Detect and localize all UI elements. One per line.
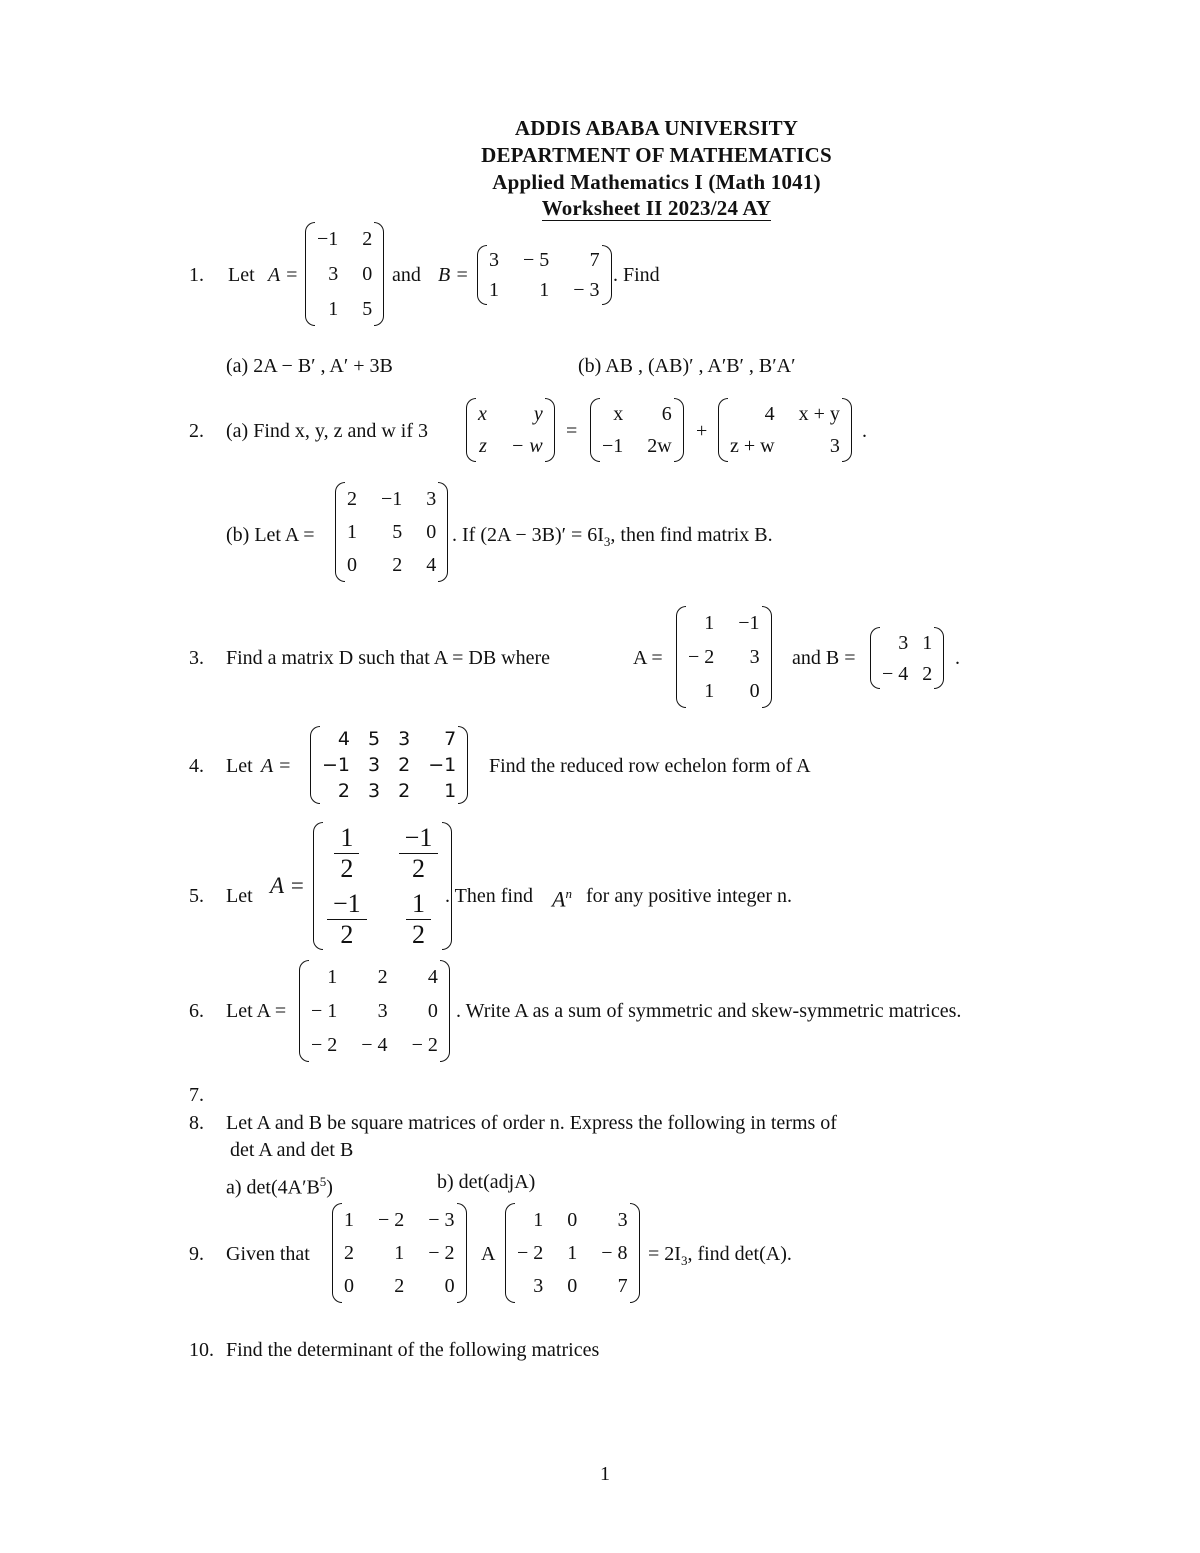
matrix-cell: 1 bbox=[704, 680, 715, 702]
q1-b-eq: B = bbox=[438, 264, 469, 286]
q5-then: . Then find bbox=[445, 885, 533, 907]
q3-matrix-b bbox=[870, 627, 944, 689]
q1-matrix-b bbox=[477, 245, 612, 305]
q8-part-a-end: ) bbox=[326, 1176, 333, 1199]
matrix-cell: 7 bbox=[444, 727, 457, 750]
q2-b-condition-text: . If (2A − 3B)′ = 6I bbox=[452, 524, 604, 546]
q3-dot: . bbox=[955, 647, 960, 669]
q4-text: Find the reduced row echelon form of A bbox=[489, 755, 811, 777]
matrix-cell: 3 bbox=[377, 1000, 388, 1022]
matrix-cell: y bbox=[533, 403, 543, 425]
matrix-cell: 1 bbox=[328, 297, 339, 320]
matrix-cell: 5 bbox=[362, 297, 373, 320]
matrix-cell: x bbox=[613, 403, 624, 425]
q4-a-eq: A = bbox=[261, 755, 292, 777]
matrix-cell: 3 bbox=[829, 435, 840, 457]
matrix-cell: x + y bbox=[798, 403, 840, 425]
q5-frac-21-num: −1 bbox=[327, 891, 367, 920]
q8-part-a-sup: 5 bbox=[319, 1174, 327, 1189]
matrix-cell: 0 bbox=[344, 1275, 354, 1298]
matrix-cell: 0 bbox=[426, 520, 437, 543]
matrix-cell: 2 bbox=[347, 487, 357, 510]
q2-equals: = bbox=[566, 420, 578, 442]
q9-number: 9. bbox=[189, 1243, 204, 1265]
q8-text2: det A and det B bbox=[230, 1139, 354, 1161]
page-number: 1 bbox=[600, 1463, 610, 1485]
matrix-cell: 1 bbox=[327, 966, 338, 988]
q2-dot: . bbox=[862, 420, 867, 442]
matrix-cell: 3 bbox=[489, 249, 499, 271]
q2-b-condition bbox=[452, 523, 773, 554]
q2-number: 2. bbox=[189, 420, 204, 442]
matrix-cell: 3 bbox=[368, 753, 381, 776]
matrix-cell: −1 bbox=[602, 435, 624, 457]
q8-part-b: b) det(adjA) bbox=[437, 1171, 536, 1193]
matrix-cell: −1 bbox=[317, 228, 339, 251]
matrix-cell: 3 bbox=[533, 1275, 544, 1298]
matrix-cell: 3 bbox=[749, 646, 760, 668]
matrix-cell: 2 bbox=[337, 779, 351, 802]
matrix-cell: − 2 bbox=[428, 1241, 455, 1264]
q9-text: Given that bbox=[226, 1243, 310, 1265]
q1-matrix-a bbox=[305, 222, 384, 326]
q9-matrix-1 bbox=[332, 1203, 467, 1303]
matrix-cell: z bbox=[479, 435, 487, 457]
matrix-cell: 1 bbox=[344, 1208, 354, 1231]
q2-matrix-a bbox=[335, 482, 448, 582]
matrix-cell: − 5 bbox=[523, 249, 550, 271]
matrix-cell: 7 bbox=[589, 249, 600, 271]
matrix-cell: 0 bbox=[362, 262, 373, 285]
matrix-cell: 1 bbox=[539, 279, 550, 301]
matrix-cell: − 2 bbox=[411, 1034, 438, 1056]
matrix-cell: − 2 bbox=[311, 1034, 338, 1056]
matrix-cell: − 2 bbox=[688, 646, 715, 668]
matrix-cell: 1 bbox=[347, 520, 357, 543]
q5-frac-11-den: 2 bbox=[340, 853, 354, 883]
q6-let: Let A = bbox=[226, 1000, 287, 1022]
matrix-cell: 3 bbox=[328, 262, 339, 285]
q8-part-a bbox=[226, 1170, 333, 1200]
matrix-cell: 7 bbox=[617, 1275, 628, 1298]
q2-matrix-2 bbox=[590, 398, 684, 462]
matrix-cell: 6 bbox=[661, 403, 672, 425]
matrix-cell: 1 bbox=[567, 1241, 578, 1264]
q1-find: . Find bbox=[613, 264, 660, 286]
matrix-cell: 2 bbox=[922, 662, 933, 685]
matrix-cell: z + w bbox=[730, 435, 775, 457]
q4-let: Let bbox=[226, 755, 253, 777]
q3-number: 3. bbox=[189, 647, 204, 669]
q3-and-b: and B = bbox=[792, 647, 856, 669]
matrix-cell: 1 bbox=[922, 631, 933, 654]
q5-frac-11 bbox=[334, 822, 359, 883]
matrix-cell: 3 bbox=[368, 779, 381, 802]
matrix-cell: 2 bbox=[398, 779, 411, 802]
matrix-cell: 5 bbox=[392, 520, 403, 543]
q6-text: . Write A as a sum of symmetric and skew-symmetric matrices. bbox=[456, 1000, 962, 1022]
q5-a-eq: A = bbox=[270, 873, 305, 898]
matrix-cell: −1 bbox=[381, 487, 403, 510]
matrix-cell: x bbox=[478, 403, 487, 425]
q10-number: 10. bbox=[189, 1339, 214, 1361]
q6-matrix-a bbox=[299, 960, 450, 1062]
q1-and: and bbox=[392, 264, 421, 286]
matrix-cell: −1 bbox=[428, 753, 457, 776]
matrix-cell: − 1 bbox=[311, 1000, 338, 1022]
q3-matrix-a bbox=[676, 606, 772, 708]
worksheet-title bbox=[0, 196, 1200, 221]
q2-plus: + bbox=[696, 420, 708, 442]
q5-frac-21 bbox=[327, 888, 367, 949]
matrix-cell: 2 bbox=[394, 1275, 405, 1298]
matrix-cell: − 4 bbox=[361, 1034, 388, 1056]
matrix-cell: 0 bbox=[427, 1000, 438, 1022]
q1-a-eq: A = bbox=[268, 264, 299, 286]
q7-number: 7. bbox=[189, 1084, 204, 1106]
q2-b-text: (b) Let A = bbox=[226, 524, 315, 546]
q9-equals bbox=[648, 1242, 792, 1273]
matrix-cell: 0 bbox=[567, 1208, 578, 1231]
matrix-cell: 5 bbox=[368, 727, 381, 750]
q5-rest: for any positive integer n. bbox=[586, 885, 793, 907]
q1-part-b: (b) AB , (AB)′ , A′B′ , B′A′ bbox=[578, 355, 796, 377]
matrix-cell: 0 bbox=[444, 1275, 455, 1298]
matrix-cell: 2 bbox=[362, 228, 373, 251]
university-title: ADDIS ABABA UNIVERSITY bbox=[514, 116, 799, 140]
matrix-cell: −1 bbox=[738, 612, 760, 634]
q5-an-sup: n bbox=[565, 886, 572, 901]
matrix-cell: 2 bbox=[398, 753, 411, 776]
q1-number: 1. bbox=[189, 264, 204, 286]
matrix-cell: 1 bbox=[444, 779, 457, 802]
q2-b-subscript: 3 bbox=[603, 534, 611, 549]
q5-an bbox=[552, 882, 572, 911]
matrix-cell: 3 bbox=[398, 727, 411, 750]
matrix-cell: 1 bbox=[533, 1208, 544, 1231]
q5-frac-12-den: 2 bbox=[412, 853, 425, 883]
q4-matrix-a bbox=[310, 726, 468, 804]
matrix-cell: 0 bbox=[749, 680, 760, 702]
q1-part-a: (a) 2A − B′ , A′ + 3B bbox=[226, 355, 393, 377]
matrix-cell: 4 bbox=[426, 554, 437, 577]
q2-matrix-3 bbox=[718, 398, 852, 462]
matrix-cell: 4 bbox=[764, 403, 775, 425]
q2-matrix-1 bbox=[466, 398, 555, 462]
worksheet-label: Worksheet II 2023/24 AY bbox=[541, 196, 772, 220]
q5-frac-12 bbox=[399, 822, 439, 883]
q5-let: Let bbox=[226, 885, 253, 907]
matrix-cell: − 4 bbox=[882, 662, 909, 685]
q3-a-eq: A = bbox=[633, 647, 663, 669]
q5-frac-12-num: −1 bbox=[399, 825, 439, 854]
q2-b-end: , then find matrix B. bbox=[610, 524, 773, 546]
matrix-cell: 2 bbox=[392, 554, 403, 577]
q5-frac-22-den: 2 bbox=[412, 919, 425, 949]
matrix-cell: 0 bbox=[347, 554, 357, 577]
matrix-cell: − 3 bbox=[428, 1208, 455, 1231]
matrix-cell: 1 bbox=[489, 279, 499, 301]
q5-frac-21-den: 2 bbox=[340, 919, 354, 949]
matrix-cell: 1 bbox=[394, 1241, 405, 1264]
q9-equals-text: = 2I bbox=[648, 1243, 681, 1265]
q2-a-text: (a) Find x, y, z and w if 3 bbox=[226, 420, 428, 442]
q4-number: 4. bbox=[189, 755, 204, 777]
matrix-cell: − 8 bbox=[601, 1241, 628, 1264]
q9-a: A bbox=[481, 1243, 496, 1265]
q9-end: , find det(A). bbox=[687, 1243, 792, 1265]
matrix-cell: 1 bbox=[704, 612, 715, 634]
matrix-cell: 3 bbox=[898, 631, 909, 654]
matrix-cell: 3 bbox=[426, 487, 437, 510]
q5-an-base: A bbox=[552, 886, 566, 912]
q3-text: Find a matrix D such that A = DB where bbox=[226, 647, 551, 669]
q5-frac-22 bbox=[406, 888, 431, 949]
matrix-cell: −1 bbox=[322, 753, 351, 776]
matrix-cell: 2 bbox=[344, 1241, 354, 1264]
matrix-cell: − 2 bbox=[378, 1208, 405, 1231]
q6-number: 6. bbox=[189, 1000, 204, 1022]
q5-frac-11-num: 1 bbox=[334, 825, 359, 854]
course-title: Applied Mathematics I (Math 1041) bbox=[492, 170, 821, 194]
matrix-cell: 4 bbox=[427, 966, 438, 988]
q8-number: 8. bbox=[189, 1112, 204, 1134]
q10-text: Find the determinant of the following matrices bbox=[226, 1339, 600, 1361]
department-title: DEPARTMENT OF MATHEMATICS bbox=[481, 143, 832, 167]
q9-matrix-2 bbox=[505, 1203, 640, 1303]
matrix-cell: 0 bbox=[567, 1275, 578, 1298]
q1-let: Let bbox=[228, 264, 255, 286]
matrix-cell: − 3 bbox=[573, 279, 600, 301]
q9-subscript: 3 bbox=[680, 1253, 688, 1268]
q8-part-a-text: a) det(4A′B bbox=[226, 1176, 320, 1199]
matrix-cell: − 2 bbox=[517, 1241, 544, 1264]
q5-matrix-a bbox=[313, 822, 452, 950]
matrix-cell: 2w bbox=[647, 435, 672, 457]
matrix-cell: − w bbox=[510, 435, 543, 457]
matrix-cell: 4 bbox=[337, 727, 351, 750]
matrix-cell: 3 bbox=[617, 1208, 628, 1231]
q8-text: Let A and B be square matrices of order n. Express the following in terms of bbox=[226, 1112, 837, 1134]
q5-frac-22-num: 1 bbox=[406, 891, 431, 920]
matrix-cell: 2 bbox=[377, 966, 388, 988]
q5-number: 5. bbox=[189, 885, 204, 907]
